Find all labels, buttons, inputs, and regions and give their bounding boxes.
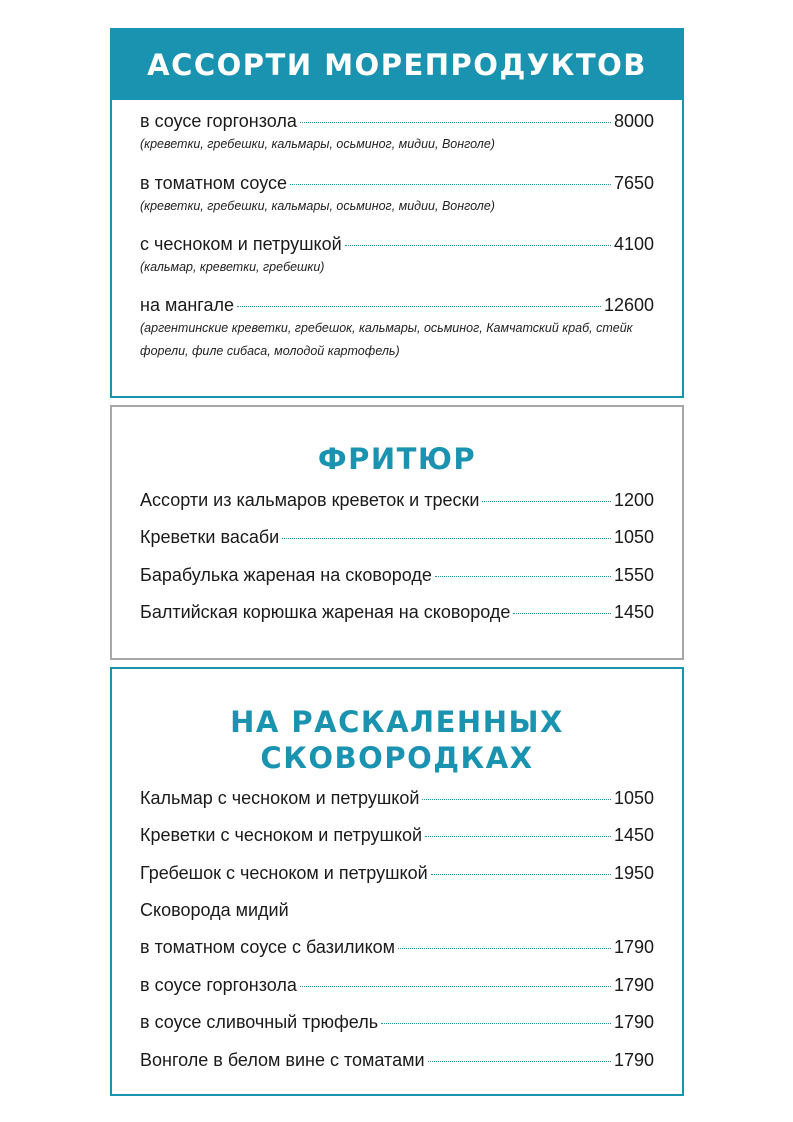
section-title [112,704,682,776]
item-description: (кальмар, креветки, гребешки) [140,260,325,274]
item-description: (креветки, гребешки, кальмары, осьминог, мидии, Вонголе) [140,199,495,213]
item-description: (креветки, гребешки, кальмары, осьминог, мидии, Вонголе) [140,137,495,151]
section-title-line-2: СКОВОРОДКАХ [260,741,534,775]
section-title-line-1: НА РАСКАЛЕННЫХ [230,705,564,739]
item-name: Креветки с чесноком и петрушкой [140,825,423,845]
menu-item [140,1011,654,1033]
dot-leader [398,948,611,949]
item-price: 1450 [613,825,654,845]
item-price: 7650 [613,173,654,193]
item-price: 1200 [613,490,654,510]
section-seafood-assorti [110,28,684,398]
item-name: на мангале [140,295,234,315]
dot-leader [290,184,611,185]
dot-leader [300,122,611,123]
item-price: 1950 [613,863,654,883]
dot-leader [425,836,611,837]
item-price: 1550 [613,565,654,585]
section-hot-pans [110,667,684,1096]
dot-leader [435,576,611,577]
item-price: 8000 [613,111,654,131]
item-price: 1790 [613,1012,654,1032]
menu-item [140,489,654,511]
menu-item [140,936,654,958]
dot-leader [431,874,611,875]
menu-item [140,526,654,548]
item-name: в томатном соусе с базиликом [140,937,396,957]
item-price: 1050 [613,527,654,547]
item-name: Ассорти из кальмаров креветок и трески [140,490,480,510]
menu-item [140,974,654,996]
item-price: 12600 [603,295,654,315]
item-name: в соусе сливочный трюфель [140,1012,379,1032]
item-price: 1790 [613,937,654,957]
menu-item [140,294,654,316]
dot-leader [300,986,611,987]
section-title: ФРИТЮР [317,442,477,476]
menu-item [140,824,654,846]
item-name: в томатном соусе [140,173,287,193]
group-label: Сковорода мидий [140,900,289,920]
item-name: Балтийская корюшка жареная на сковороде [140,602,511,622]
menu-item [140,601,654,623]
menu-item [140,1049,654,1071]
item-price: 1450 [613,602,654,622]
section-title: АССОРТИ МОРЕПРОДУКТОВ [112,30,682,100]
dot-leader [428,1061,611,1062]
menu-item [140,110,654,132]
item-name: в соусе горгонзола [140,111,297,131]
dot-leader [381,1023,611,1024]
item-price: 1050 [613,788,654,808]
item-name: с чесноком и петрушкой [140,234,342,254]
item-name: Кальмар с чесноком и петрушкой [140,788,420,808]
section-fryer [110,405,684,660]
dot-leader [282,538,611,539]
menu-item [140,564,654,586]
menu-item [140,233,654,255]
menu-item [140,172,654,194]
dot-leader [237,306,601,307]
item-price: 1790 [613,975,654,995]
item-name: Креветки васаби [140,527,280,547]
dot-leader [482,501,611,502]
item-name: Гребешок с чесноком и петрушкой [140,863,428,883]
item-name: в соусе горгонзола [140,975,297,995]
menu-item [140,862,654,884]
item-price: 1790 [613,1050,654,1070]
item-name: Барабулька жареная на сковороде [140,565,432,585]
item-price: 4100 [613,234,654,254]
menu-item [140,787,654,809]
dot-leader [513,613,611,614]
item-description: (аргентинские креветки, гребешок, кальмары, осьминог, Камчатский краб, стейк форели, филе сибаса, молодой картофель) [140,321,633,358]
dot-leader [345,245,611,246]
item-name: Вонголе в белом вине с томатами [140,1050,425,1070]
dot-leader [422,799,611,800]
